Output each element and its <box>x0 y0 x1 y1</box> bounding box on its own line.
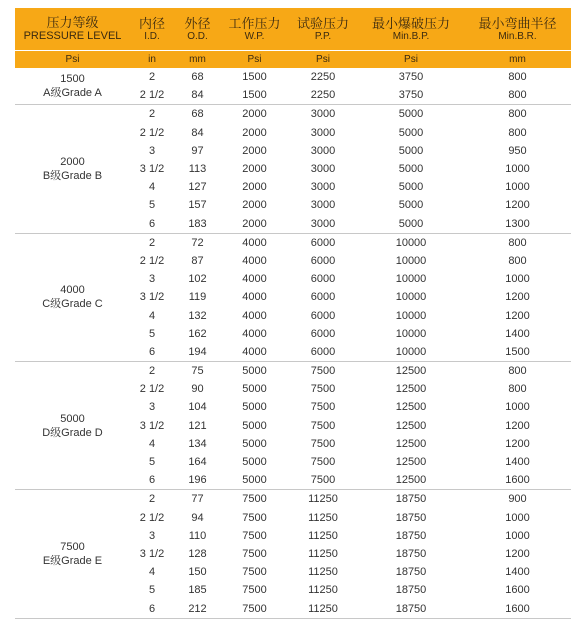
cell-inner-diameter: 3 1/2 <box>139 291 165 304</box>
unit-proof-pressure: Psi <box>288 51 358 69</box>
cell-min-bend-radius: 1200 <box>505 291 530 304</box>
cell-inner-diameter: 2 1/2 <box>139 383 165 396</box>
cell-inner-diameter: 2 <box>148 493 156 506</box>
pressure-grade-name: E级Grade E <box>42 554 103 567</box>
cell-inner-diameter: 3 1/2 <box>139 419 165 432</box>
cell-min-burst-pressure: 3750 <box>398 71 424 84</box>
cell-inner-diameter: 5 <box>148 199 156 212</box>
cell-min-burst-pressure: 18750 <box>395 493 427 506</box>
pressure-grade-name: D级Grade D <box>42 426 103 439</box>
pressure-grade-value: 4000 <box>60 284 85 297</box>
cell-min-burst-pressure: 5000 <box>398 126 424 139</box>
unit-inner-diameter: in <box>130 51 174 69</box>
cell-inner-diameter: 2 <box>148 71 156 84</box>
cell-working-pressure: 5000 <box>242 419 267 432</box>
cell-min-bend-radius: 800 <box>508 236 527 249</box>
cell-proof-pressure: 7500 <box>310 437 336 450</box>
cell-min-burst-pressure: 5000 <box>358 215 464 234</box>
cell-working-pressure: 7500 <box>242 584 267 597</box>
unit-working-pressure: Psi <box>221 51 288 69</box>
pressure-grade-cell <box>15 362 130 490</box>
cell-proof-pressure: 6000 <box>310 236 336 249</box>
cell-min-burst-pressure: 10000 <box>395 327 427 340</box>
cell-inner-diameter: 6 <box>130 471 174 490</box>
cell-min-burst-pressure: 10000 <box>395 309 427 322</box>
pressure-grade-value: 1500 <box>60 73 85 86</box>
cell-working-pressure: 2000 <box>242 199 267 212</box>
pressure-grade-cell <box>15 233 130 361</box>
cell-proof-pressure: 6000 <box>288 343 358 362</box>
cell-inner-diameter: 3 <box>148 401 156 414</box>
cell-min-burst-pressure: 5000 <box>398 199 424 212</box>
cell-min-burst-pressure: 5000 <box>398 108 424 121</box>
cell-min-bend-radius: 1400 <box>505 456 530 469</box>
cell-proof-pressure: 11250 <box>308 529 338 542</box>
cell-working-pressure: 2000 <box>242 108 267 121</box>
cell-proof-pressure: 7500 <box>288 471 358 490</box>
cell-proof-pressure: 11250 <box>308 493 338 506</box>
cell-min-burst-pressure: 12500 <box>395 419 427 432</box>
cell-min-burst-pressure: 10000 <box>395 236 427 249</box>
cell-outer-diameter: 150 <box>188 566 207 579</box>
cell-working-pressure: 2000 <box>242 144 267 157</box>
pressure-grade-name: C级Grade C <box>42 298 103 311</box>
cell-working-pressure: 7500 <box>221 599 288 618</box>
cell-outer-diameter: 94 <box>191 511 204 524</box>
cell-inner-diameter: 4 <box>148 437 156 450</box>
cell-inner-diameter: 2 <box>148 365 156 378</box>
cell-proof-pressure: 3000 <box>310 126 336 139</box>
cell-min-bend-radius: 800 <box>464 86 571 105</box>
cell-working-pressure: 4000 <box>221 343 288 362</box>
cell-min-bend-radius: 800 <box>508 365 527 378</box>
cell-working-pressure: 4000 <box>242 254 267 267</box>
cell-outer-diameter: 97 <box>191 144 204 157</box>
cell-outer-diameter: 132 <box>188 309 207 322</box>
cell-proof-pressure: 6000 <box>310 327 336 340</box>
cell-min-bend-radius: 1000 <box>505 181 530 194</box>
cell-proof-pressure: 2250 <box>310 71 336 84</box>
cell-min-bend-radius: 800 <box>508 254 527 267</box>
cell-min-bend-radius: 1300 <box>464 215 571 234</box>
header-min-burst-pressure: 最小爆破压力 Min.B.P. <box>358 8 464 51</box>
cell-min-burst-pressure: 10000 <box>358 343 464 362</box>
spec-table-container <box>15 8 571 619</box>
cell-inner-diameter: 5 <box>148 584 156 597</box>
cell-outer-diameter: 127 <box>188 181 207 194</box>
cell-outer-diameter: 162 <box>188 327 207 340</box>
cell-working-pressure: 7500 <box>242 547 267 560</box>
cell-proof-pressure: 7500 <box>310 419 336 432</box>
cell-working-pressure: 2000 <box>242 163 267 176</box>
cell-working-pressure: 7500 <box>242 511 267 524</box>
cell-min-bend-radius: 1000 <box>505 529 530 542</box>
cell-min-burst-pressure: 5000 <box>398 163 424 176</box>
cell-min-burst-pressure: 5000 <box>398 144 424 157</box>
pressure-grade-cell <box>15 490 130 618</box>
cell-working-pressure: 2000 <box>221 215 288 234</box>
table-row <box>15 490 571 509</box>
unit-outer-diameter: mm <box>174 51 221 69</box>
cell-inner-diameter: 3 <box>148 529 156 542</box>
cell-outer-diameter: 102 <box>188 273 207 286</box>
cell-working-pressure: 4000 <box>242 327 267 340</box>
cell-proof-pressure: 7500 <box>310 401 336 414</box>
cell-outer-diameter: 185 <box>188 584 207 597</box>
cell-outer-diameter: 128 <box>188 547 207 560</box>
cell-outer-diameter: 183 <box>174 215 221 234</box>
cell-inner-diameter: 2 1/2 <box>139 254 165 267</box>
cell-working-pressure: 4000 <box>242 236 267 249</box>
cell-min-burst-pressure: 18750 <box>395 547 427 560</box>
cell-min-burst-pressure: 18750 <box>358 599 464 618</box>
cell-outer-diameter: 77 <box>191 493 204 506</box>
cell-proof-pressure: 3000 <box>310 108 336 121</box>
cell-inner-diameter: 2 <box>148 236 156 249</box>
cell-min-bend-radius: 1500 <box>464 343 571 362</box>
cell-min-bend-radius: 800 <box>508 383 527 396</box>
unit-pressure-level: Psi <box>15 51 130 69</box>
cell-working-pressure: 1500 <box>242 71 267 84</box>
cell-proof-pressure: 7500 <box>310 456 336 469</box>
cell-min-bend-radius: 1600 <box>464 471 571 490</box>
cell-working-pressure: 5000 <box>221 471 288 490</box>
cell-inner-diameter: 2 1/2 <box>139 126 165 139</box>
cell-outer-diameter: 164 <box>188 456 207 469</box>
cell-min-bend-radius: 1000 <box>505 511 530 524</box>
cell-working-pressure: 4000 <box>242 291 267 304</box>
header-min-bend-radius: 最小弯曲半径 Min.B.R. <box>464 8 571 51</box>
cell-min-burst-pressure: 12500 <box>395 401 427 414</box>
cell-working-pressure: 4000 <box>242 309 267 322</box>
cell-min-burst-pressure: 3750 <box>358 86 464 105</box>
cell-working-pressure: 2000 <box>242 181 267 194</box>
cell-outer-diameter: 196 <box>174 471 221 490</box>
cell-proof-pressure: 6000 <box>310 254 336 267</box>
cell-outer-diameter: 75 <box>191 365 204 378</box>
cell-outer-diameter: 68 <box>191 71 204 84</box>
cell-inner-diameter: 2 <box>148 108 156 121</box>
cell-inner-diameter: 2 1/2 <box>130 86 174 105</box>
cell-min-burst-pressure: 10000 <box>395 291 427 304</box>
cell-outer-diameter: 212 <box>174 599 221 618</box>
cell-min-bend-radius: 1200 <box>505 547 530 560</box>
cell-proof-pressure: 3000 <box>288 215 358 234</box>
pressure-grade-name: B级Grade B <box>42 170 103 183</box>
cell-inner-diameter: 3 1/2 <box>139 163 165 176</box>
cell-min-bend-radius: 1000 <box>505 401 530 414</box>
cell-min-bend-radius: 1400 <box>505 327 530 340</box>
cell-min-bend-radius: 1600 <box>464 599 571 618</box>
cell-proof-pressure: 11250 <box>308 566 338 579</box>
cell-min-burst-pressure: 10000 <box>395 254 427 267</box>
cell-min-bend-radius: 1600 <box>505 584 530 597</box>
cell-outer-diameter: 68 <box>191 108 204 121</box>
cell-working-pressure: 4000 <box>242 273 267 286</box>
cell-outer-diameter: 87 <box>191 254 204 267</box>
cell-min-bend-radius: 950 <box>508 144 527 157</box>
cell-outer-diameter: 84 <box>174 86 221 105</box>
cell-working-pressure: 5000 <box>242 401 267 414</box>
cell-proof-pressure: 3000 <box>310 181 336 194</box>
cell-inner-diameter: 2 1/2 <box>139 511 165 524</box>
table-header <box>15 8 571 68</box>
pressure-grade-name: A级Grade A <box>43 87 102 100</box>
pressure-grade-cell <box>15 68 130 105</box>
cell-min-bend-radius: 1200 <box>505 309 530 322</box>
pressure-grade-value: 7500 <box>60 540 85 553</box>
cell-inner-diameter: 4 <box>148 309 156 322</box>
cell-min-burst-pressure: 5000 <box>398 181 424 194</box>
header-inner-diameter: 内径 I.D. <box>130 8 174 51</box>
cell-min-burst-pressure: 12500 <box>395 437 427 450</box>
cell-proof-pressure: 7500 <box>310 365 336 378</box>
cell-min-bend-radius: 800 <box>508 126 527 139</box>
cell-inner-diameter: 6 <box>130 599 174 618</box>
cell-min-bend-radius: 800 <box>508 108 527 121</box>
cell-inner-diameter: 3 <box>148 144 156 157</box>
cell-min-bend-radius: 1200 <box>505 437 530 450</box>
pressure-grade-value: 2000 <box>60 156 85 169</box>
cell-working-pressure: 5000 <box>242 383 267 396</box>
cell-outer-diameter: 194 <box>174 343 221 362</box>
pressure-grade-value: 5000 <box>60 412 85 425</box>
cell-outer-diameter: 119 <box>188 291 207 304</box>
cell-proof-pressure: 11250 <box>288 599 358 618</box>
cell-min-burst-pressure: 18750 <box>395 511 427 524</box>
cell-inner-diameter: 4 <box>148 566 156 579</box>
cell-proof-pressure: 6000 <box>310 309 336 322</box>
cell-working-pressure: 5000 <box>242 365 267 378</box>
cell-min-burst-pressure: 18750 <box>395 566 427 579</box>
cell-proof-pressure: 11250 <box>308 547 338 560</box>
cell-inner-diameter: 3 <box>148 273 156 286</box>
cell-proof-pressure: 11250 <box>308 584 338 597</box>
cell-proof-pressure: 11250 <box>308 511 338 524</box>
cell-working-pressure: 7500 <box>242 493 267 506</box>
cell-min-burst-pressure: 12500 <box>395 383 427 396</box>
cell-min-bend-radius: 900 <box>508 493 527 506</box>
cell-min-bend-radius: 1000 <box>505 163 530 176</box>
cell-inner-diameter: 4 <box>148 181 156 194</box>
cell-working-pressure: 5000 <box>242 456 267 469</box>
cell-outer-diameter: 84 <box>191 126 204 139</box>
cell-proof-pressure: 3000 <box>310 163 336 176</box>
cell-proof-pressure: 3000 <box>310 144 336 157</box>
cell-min-burst-pressure: 12500 <box>395 365 427 378</box>
cell-outer-diameter: 90 <box>191 383 204 396</box>
table-row <box>15 68 571 86</box>
cell-min-burst-pressure: 18750 <box>395 529 427 542</box>
unit-min-burst-pressure: Psi <box>358 51 464 69</box>
cell-min-bend-radius: 1200 <box>505 199 530 212</box>
cell-outer-diameter: 113 <box>188 163 207 176</box>
cell-min-bend-radius: 1400 <box>505 566 530 579</box>
cell-outer-diameter: 121 <box>188 419 207 432</box>
table-row <box>15 362 571 381</box>
cell-working-pressure: 2000 <box>242 126 267 139</box>
cell-working-pressure: 7500 <box>242 529 267 542</box>
table-row <box>15 105 571 124</box>
cell-inner-diameter: 6 <box>130 215 174 234</box>
cell-inner-diameter: 3 1/2 <box>139 547 165 560</box>
cell-working-pressure: 1500 <box>221 86 288 105</box>
cell-outer-diameter: 72 <box>191 236 204 249</box>
cell-proof-pressure: 6000 <box>310 291 336 304</box>
cell-min-burst-pressure: 10000 <box>395 273 427 286</box>
cell-min-bend-radius: 1200 <box>505 419 530 432</box>
unit-min-bend-radius: mm <box>464 51 571 69</box>
cell-outer-diameter: 157 <box>188 199 207 212</box>
cell-min-burst-pressure: 12500 <box>395 456 427 469</box>
cell-outer-diameter: 104 <box>188 401 207 414</box>
header-pressure-level: 压力等级 PRESSURE LEVEL <box>15 8 130 51</box>
cell-min-bend-radius: 800 <box>508 71 527 84</box>
cell-proof-pressure: 2250 <box>288 86 358 105</box>
header-working-pressure: 工作压力 W.P. <box>221 8 288 51</box>
cell-proof-pressure: 6000 <box>310 273 336 286</box>
table-row <box>15 233 571 252</box>
cell-inner-diameter: 6 <box>130 343 174 362</box>
cell-proof-pressure: 3000 <box>310 199 336 212</box>
cell-outer-diameter: 134 <box>188 437 207 450</box>
cell-min-bend-radius: 1000 <box>505 273 530 286</box>
header-proof-pressure: 试验压力 P.P. <box>288 8 358 51</box>
cell-working-pressure: 7500 <box>242 566 267 579</box>
cell-proof-pressure: 7500 <box>310 383 336 396</box>
cell-working-pressure: 5000 <box>242 437 267 450</box>
table-body <box>15 68 571 618</box>
pressure-grade-cell <box>15 105 130 233</box>
cell-min-burst-pressure: 18750 <box>395 584 427 597</box>
cell-outer-diameter: 110 <box>188 529 207 542</box>
header-outer-diameter: 外径 O.D. <box>174 8 221 51</box>
cell-inner-diameter: 5 <box>148 327 156 340</box>
hose-spec-table <box>15 8 571 619</box>
cell-min-burst-pressure: 12500 <box>358 471 464 490</box>
cell-inner-diameter: 5 <box>148 456 156 469</box>
